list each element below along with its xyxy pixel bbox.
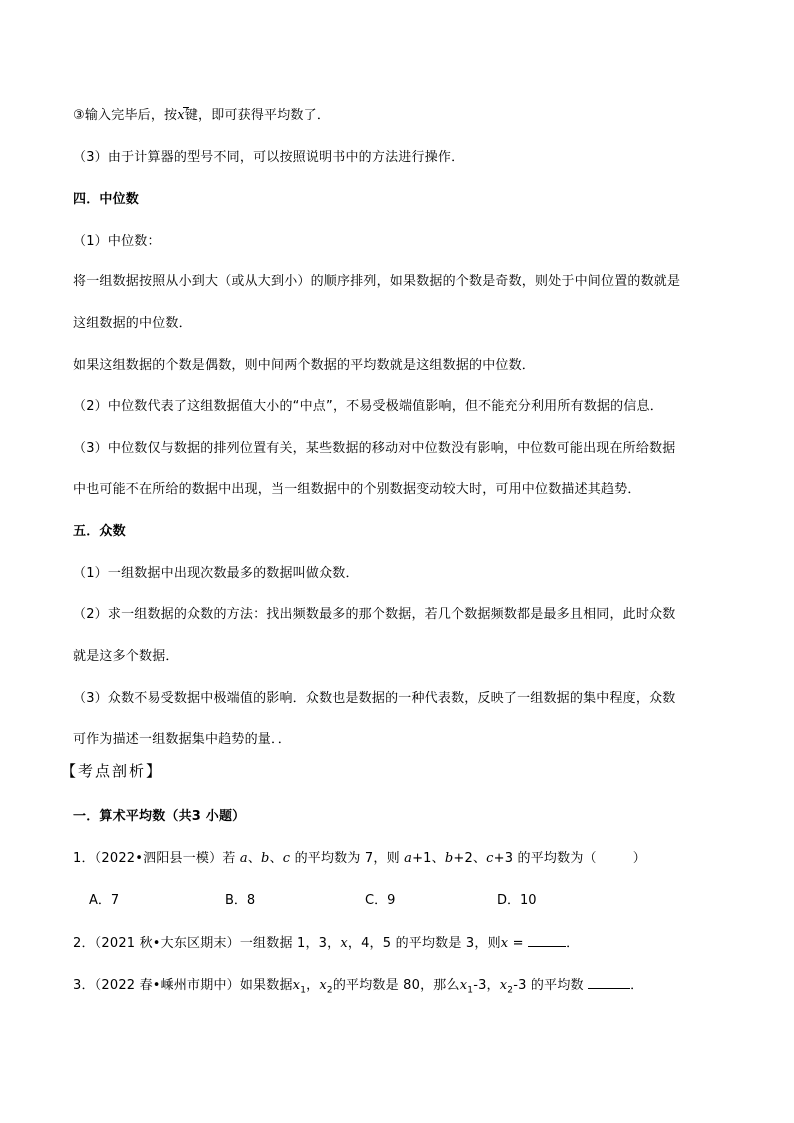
q2-mid: ，4，5 的平均数是 3，则 [347, 936, 501, 951]
q1-sep: 、 [247, 851, 262, 866]
mode-p3-line1: （3）众数不易受数据中极端值的影响．众数也是数据的一种代表数，反映了一组数据的集中程度，众数 [73, 691, 676, 706]
q1-option-b: B．8 [225, 893, 256, 908]
q3-answer-blank[interactable] [588, 976, 630, 989]
q3-var-x: x [292, 978, 301, 993]
step3-text-end: 键，即可获得平均数了． [184, 108, 331, 123]
q3-sub: 1 [467, 985, 474, 996]
q3-mid: 的平均数是 80，那么 [332, 978, 460, 993]
mode-p2-line2: 就是这多个数据． [73, 649, 179, 664]
q1-option-c: C．9 [365, 893, 396, 908]
q3-minus: -3 的平均数 [513, 978, 584, 993]
q1-prefix: 1．（2022•泗阳县一模）若 [73, 851, 236, 866]
q1-var-c: c [282, 851, 291, 866]
question-3 [73, 976, 643, 1000]
q1-mid: 的平均数为 7，则 [290, 851, 400, 866]
q3-var-x: x [319, 978, 327, 993]
q1-var-a: a [239, 851, 248, 866]
median-p1-line2: 这组数据的中位数． [73, 316, 192, 331]
q3-prefix: 3．（2022 春•嵊州市期中）如果数据 [73, 978, 293, 993]
q3-var-x: x [459, 978, 468, 993]
step3-text: ③输入完毕后，按 [73, 108, 178, 123]
question-1 [73, 850, 646, 868]
q2-var-x2: x [500, 936, 509, 951]
question-2 [73, 934, 579, 953]
calculator-note-3: （3）由于计算器的型号不同，可以按照说明书中的方法进行操作． [73, 150, 465, 165]
q2-end: ． [566, 936, 580, 951]
q3-sub: 2 [507, 985, 514, 996]
q1-tail: +3 的平均数为（ [493, 851, 597, 866]
q3-end: ． [630, 978, 644, 993]
q2-prefix: 2．（2021 秋•大东区期末）一组数据 1，3， [73, 936, 341, 951]
q1-plus2: +2、 [453, 851, 487, 866]
q1-var-b: b [261, 851, 270, 866]
q1-option-d: D．10 [497, 893, 537, 908]
q3-sub: 1 [300, 985, 307, 996]
median-p3-line1: （3）中位数仅与数据的排列位置有关，某些数据的移动对中位数没有影响，中位数可能出现在所给数据 [73, 441, 676, 456]
mode-p2-line1: （2）求一组数据的众数的方法：找出频数最多的那个数据，若几个数据频数都是最多且相同，此时众数 [73, 607, 676, 622]
topic-heading: 一．算术平均数（共3 小题） [73, 809, 246, 824]
median-p1-title: （1）中位数： [73, 234, 161, 249]
q3-comma: ， [306, 978, 320, 993]
q1-option-a: A．7 [89, 893, 120, 908]
q1-var-b2: b [444, 851, 454, 866]
q1-var-c2: c [486, 851, 494, 866]
q2-eq: = [508, 936, 524, 951]
median-p3-line2: 中也可能不在所给的数据中出现，当一组数据中的个别数据变动较大时，可用中位数描述其趋势． [73, 482, 641, 497]
q1-sep: 、 [269, 851, 283, 866]
mode-p1: （1）一组数据中出现次数最多的数据叫做众数． [73, 566, 359, 581]
q1-plus1: +1、 [412, 851, 445, 866]
q2-var-x: x [340, 936, 348, 951]
analysis-section-title: 【考点剖析】 [61, 762, 164, 780]
q3-var-x: x [499, 978, 508, 993]
q2-answer-blank[interactable] [528, 934, 566, 947]
mode-heading: 五．众数 [73, 524, 126, 539]
mode-p3-line2: 可作为描述一组数据集中趋势的量．． [73, 732, 291, 747]
q1-close: ） [632, 851, 646, 866]
x-bar-key: x [177, 108, 185, 123]
q3-sub: 2 [326, 985, 333, 996]
median-heading: 四．中位数 [73, 192, 140, 207]
median-p1-line1: 将一组数据按照从小到大（或从大到小）的顺序排列，如果数据的个数是奇数，则处于中间位置的数就是 [73, 274, 681, 289]
median-p2: （2）中位数代表了这组数据值大小的“中点”，不易受极端值影响，但不能充分利用所有数据的信息． [73, 399, 663, 414]
calculator-step-3 [73, 107, 330, 125]
median-p1-line3: 如果这组数据的个数是偶数，则中间两个数据的平均数就是这组数据的中位数． [73, 358, 536, 373]
q3-minus: -3， [473, 978, 500, 993]
q1-var-a2: a [404, 851, 413, 866]
